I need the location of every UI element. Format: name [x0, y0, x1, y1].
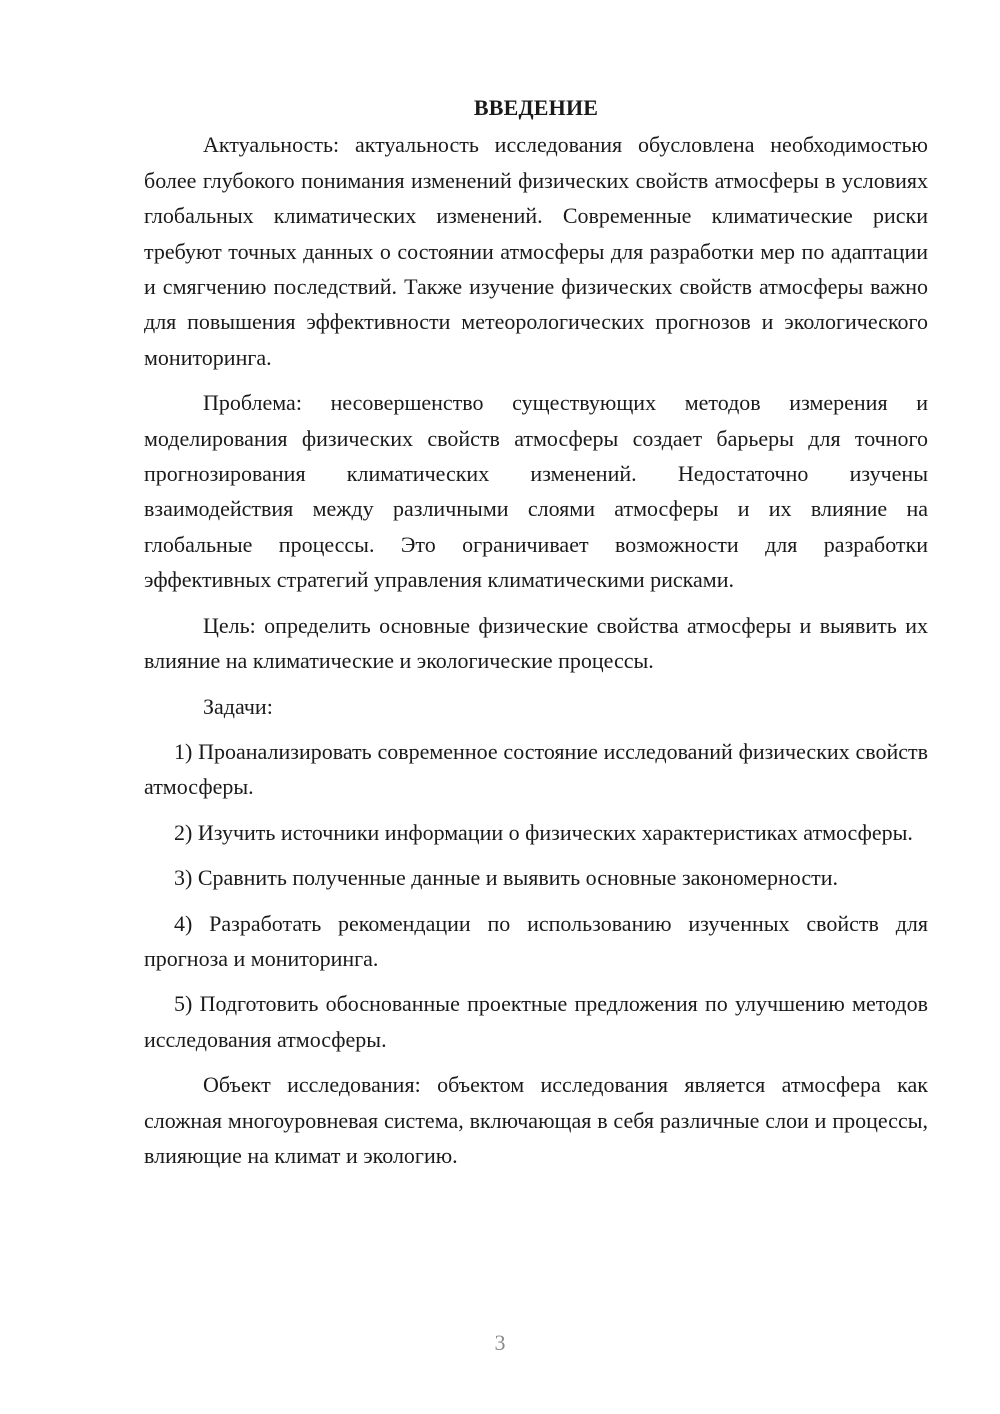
- paragraph-object: Объект исследования: объектом исследования является атмосфера как сложная многоуровневая система, включающая в себя различные слои и процессы, влияющие на климат и экологию.: [144, 1072, 928, 1168]
- section-heading: ВВЕДЕНИЕ: [473, 95, 599, 120]
- paragraph-problem: Проблема: несовершенство существующих методов измерения и моделирования физических свойств атмосферы создает барьеры для точного прогнозирования климатических изменений. Недостаточно изучены взаимодействия между различными слоями атмосферы и их влияние на глобальные процессы. Это ограничивает возможности для разработки эффективных стратегий управления климатическими рисками.: [144, 390, 928, 593]
- tasks-label: Задачи:: [203, 693, 273, 719]
- task-item-2: 2) Изучить источники информации о физических характеристиках атмосферы.: [174, 819, 913, 845]
- tasks-list: [144, 734, 928, 1057]
- paragraph-relevance: Актуальность: актуальность исследования обусловлена необходимостью более глубокого понимания изменений физических свойств атмосферы в условиях глобальных климатических изменений. Современные климатические риски требуют точных данных о состоянии атмосферы для разработки мер по адаптации и смягчению последствий. Также изучение физических свойств атмосферы важно для повышения эффективности метеорологических прогнозов и экологического мониторинга.: [144, 132, 928, 370]
- document-page: [144, 90, 928, 1173]
- task-item-1: 1) Проанализировать современное состояние исследований физических свойств атмосферы.: [144, 738, 928, 800]
- page-number: 3: [494, 1330, 506, 1355]
- task-item-3: 3) Сравнить полученные данные и выявить основные закономерности.: [174, 865, 838, 891]
- task-item-5: 5) Подготовить обоснованные проектные предложения по улучшению методов исследования атмосферы.: [144, 991, 928, 1052]
- paragraph-goal: Цель: определить основные физические свойства атмосферы и выявить их влияние на климатические и экологические процессы.: [144, 612, 928, 674]
- task-item-4: 4) Разработать рекомендации по использованию изученных свойств для прогноза и мониторинга.: [144, 910, 928, 971]
